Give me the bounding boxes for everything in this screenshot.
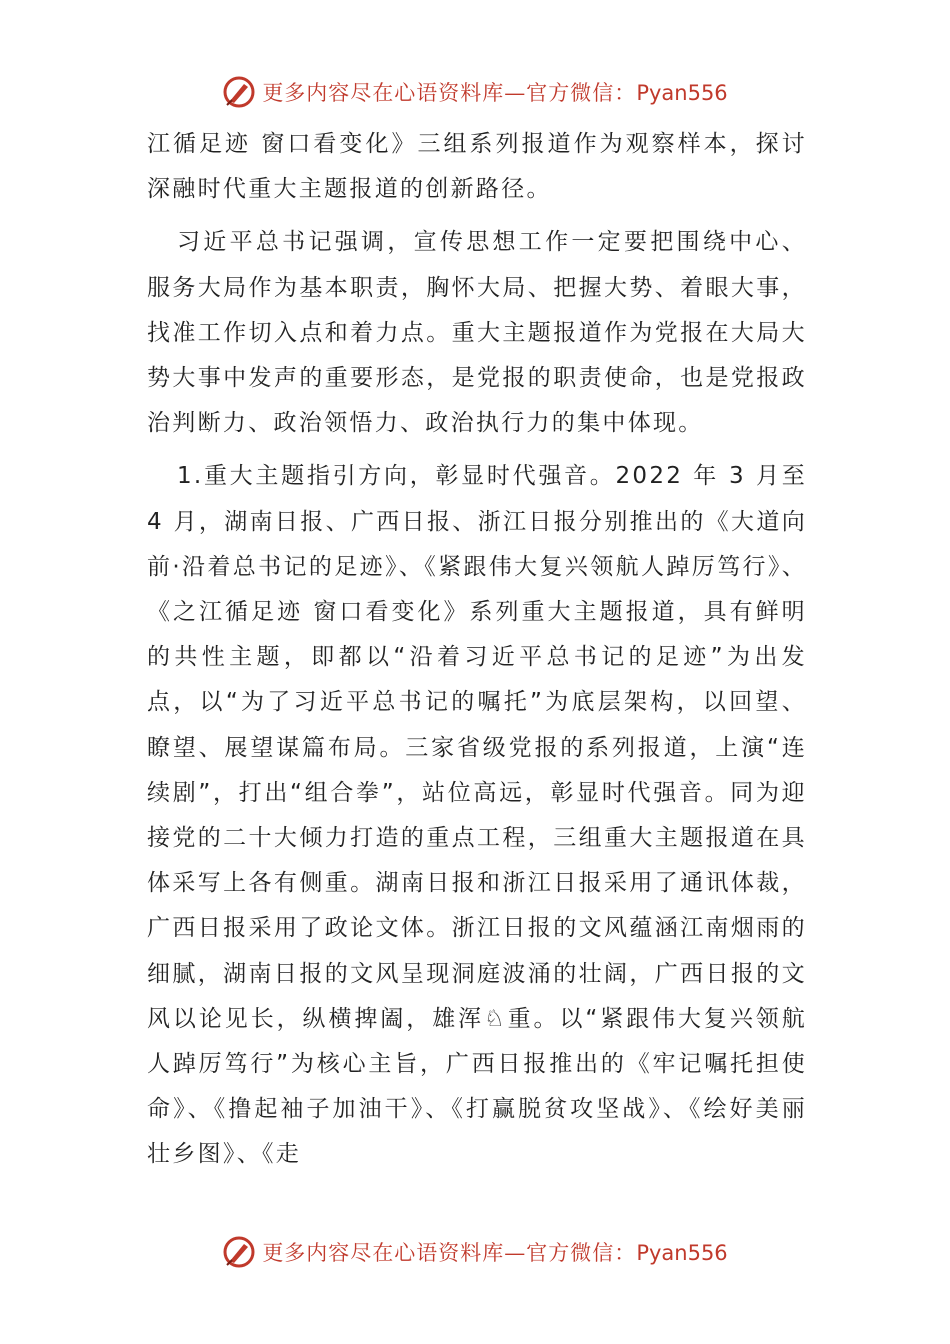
pen-logo-icon bbox=[222, 1235, 256, 1269]
paragraph: 1.重大主题指引方向，彰显时代强音。2022 年 3 月至 4 月，湖南日报、广西日报、浙江日报分别推出的《大道向前·沿着总书记的足迹》、《紧跟伟大复兴领航人踔厉笃行》、《之江循足迹 窗口看变化》系列重大主题报道，具有鲜明的共性主题，即都以“沿着习近平总书记的足迹”为出发点，以“为了习近平总书记的嘱托”为底层架构，以回望、瞭望、展望谋篇布局。三家省级党报的系列报道，上演“连续剧”，打出“组合拳”，站位高远，彰显时代强音。同为迎接党的二十大倾力打造的重点工程，三组重大主题报道在具体采写上各有侧重。湖南日报和浙江日报采用了通讯体裁，广西日报采用了政论文体。浙江日报的文风蕴涵江南烟雨的细腻，湖南日报的文风呈现洞庭波涌的壮阔，广西日报的文风以论见长，纵横捭阖，雄浑♘重。以“紧跟伟大复兴领航人踔厉笃行”为核心主旨，广西日报推出的《牢记嘱托担使命》、《撸起袖子加油干》、《打赢脱贫攻坚战》、《绘好美丽壮乡图》、《走 bbox=[147, 463, 807, 1168]
footer-banner-text: 更多内容尽在心语资料库—官方微信：Pyan556 bbox=[262, 1241, 728, 1265]
paragraph-continuation: 江循足迹 窗口看变化》三组系列报道作为观察样本，探讨深融时代重大主题报道的创新路径。 bbox=[147, 131, 807, 203]
document-body bbox=[147, 122, 807, 1178]
header-banner bbox=[0, 72, 950, 112]
footer-banner bbox=[0, 1232, 950, 1272]
header-banner-text: 更多内容尽在心语资料库—官方微信：Pyan556 bbox=[262, 81, 728, 105]
wechat-id: Pyan556 bbox=[636, 81, 728, 105]
paragraph: 习近平总书记强调，宣传思想工作一定要把围绕中心、服务大局作为基本职责，胸怀大局、把握大势、着眼大事，找准工作切入点和着力点。重大主题报道作为党报在大局大势大事中发声的重要形态，是党报的职责使命，也是党报政治判断力、政治领悟力、政治执行力的集中体现。 bbox=[147, 229, 807, 437]
wechat-id: Pyan556 bbox=[636, 1241, 728, 1265]
pen-logo-icon bbox=[222, 75, 256, 109]
